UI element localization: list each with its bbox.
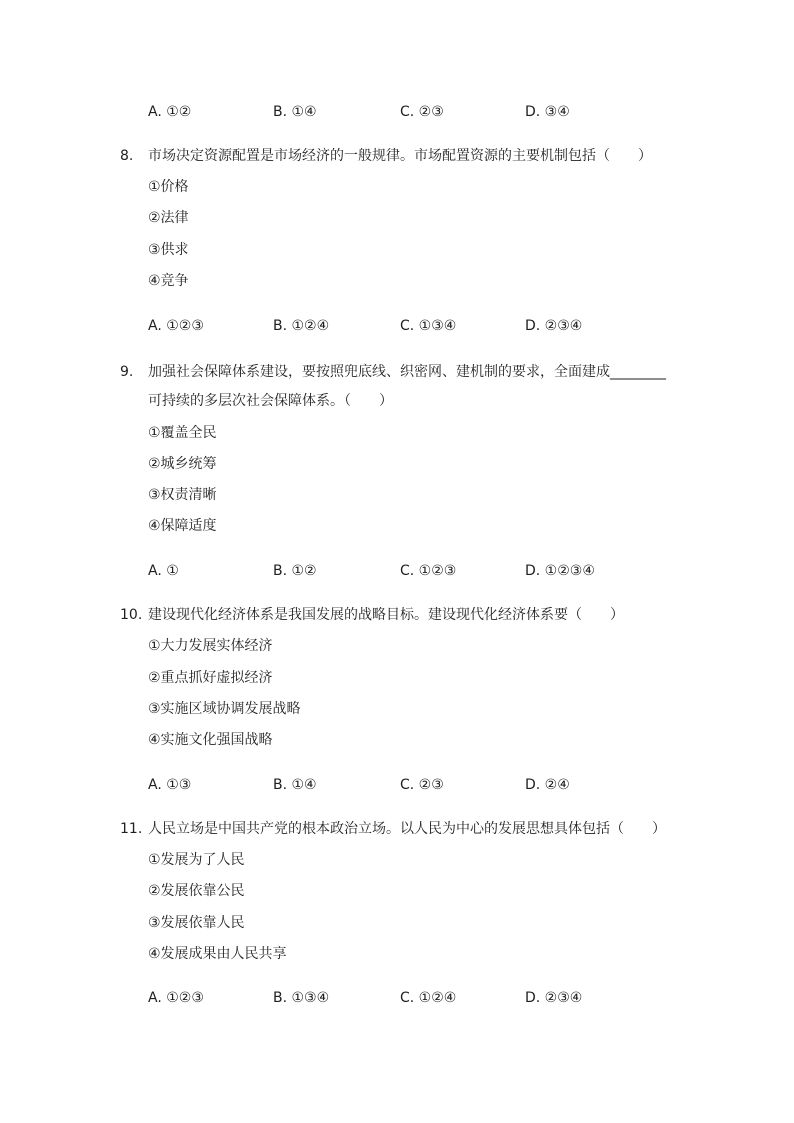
option-b: B. ①④ [273,104,317,120]
statement-item: ③实施区域协调发展战略 [148,701,301,717]
question-number: 11. [120,821,143,837]
option-b: B. ①④ [273,777,317,793]
question-stem: 建设现代化经济体系是我国发展的战略目标。建设现代化经济体系要（ ） [148,607,624,623]
question-stem: 市场决定资源配置是市场经济的一般规律。市场配置资源的主要机制包括（ ） [148,148,652,164]
option-c: C. ①②③ [400,563,457,579]
option-d: D. ②③④ [525,990,583,1006]
statement-item: ④实施文化强国战略 [148,732,273,748]
option-a: A. ① [148,563,179,579]
question-stem-line-1 [148,362,666,382]
question-number: 8. [120,148,134,164]
statement-item: ②法律 [148,210,189,226]
option-c: C. ①②④ [400,990,457,1006]
option-b: B. ①③④ [273,990,330,1006]
option-d: D. ③④ [525,104,570,120]
option-d: D. ②④ [525,777,570,793]
option-c: C. ①③④ [400,318,457,334]
fill-in-blank: ________ [610,364,666,380]
statement-item: ④保障适度 [148,518,217,534]
option-c: C. ②③ [400,777,444,793]
statement-item: ①大力发展实体经济 [148,638,273,654]
option-d: D. ②③④ [525,318,583,334]
option-b: B. ①② [273,563,317,579]
option-a: A. ①②③ [148,318,204,334]
option-a: A. ①②③ [148,990,204,1006]
option-b: B. ①②④ [273,318,330,334]
question-stem: 加强社会保障体系建设，要按照兜底线、织密网、建机制的要求，全面建成 [148,364,610,380]
option-d: D. ①②③④ [525,563,595,579]
question-number: 10. [120,607,143,623]
statement-item: ①发展为了人民 [148,852,245,868]
statement-item: ①价格 [148,179,189,195]
option-c: C. ②③ [400,104,444,120]
statement-item: ③权责清晰 [148,487,217,503]
option-a: A. ①② [148,104,192,120]
statement-item: ④发展成果由人民共享 [148,946,287,962]
statement-item: ②发展依靠公民 [148,883,245,899]
question-stem: 人民立场是中国共产党的根本政治立场。以人民为中心的发展思想具体包括（ ） [148,821,666,837]
option-a: A. ①③ [148,777,192,793]
statement-item: ①覆盖全民 [148,425,217,441]
statement-item: ②城乡统筹 [148,456,217,472]
question-stem-line-2: 可持续的多层次社会保障体系。（ ） [148,393,393,409]
statement-item: ③发展依靠人民 [148,915,245,931]
statement-item: ②重点抓好虚拟经济 [148,670,273,686]
statement-item: ④竞争 [148,273,189,289]
question-number: 9. [120,364,134,380]
statement-item: ③供求 [148,242,189,258]
